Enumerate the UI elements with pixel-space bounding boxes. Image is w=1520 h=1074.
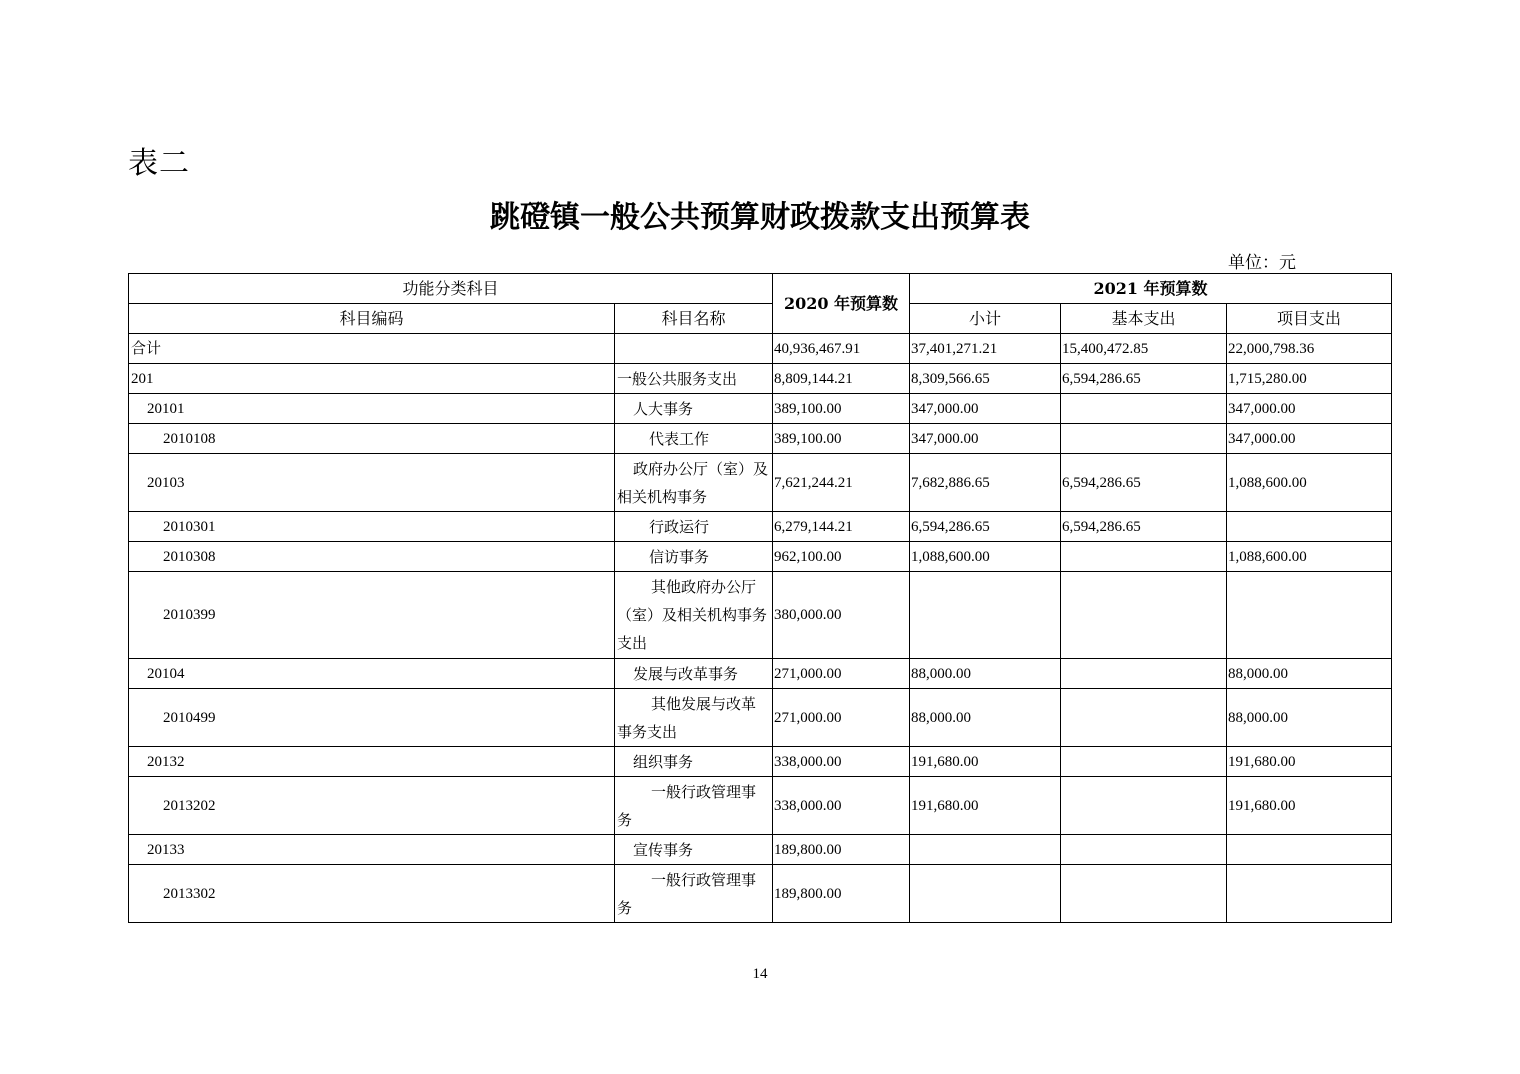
cell-subtotal: 88,000.00 xyxy=(910,659,1061,689)
cell-code: 20101 xyxy=(129,394,615,424)
cell-basic xyxy=(1061,777,1227,835)
cell-code: 20133 xyxy=(129,835,615,865)
header-function-classification: 功能分类科目 xyxy=(129,274,773,304)
page-title: 跳磴镇一般公共预算财政拨款支出预算表 xyxy=(490,200,1030,235)
cell-name: 其他发展与改革事务支出 xyxy=(615,689,773,747)
table-row xyxy=(129,394,1392,424)
cell-project: 347,000.00 xyxy=(1227,424,1392,454)
cell-basic: 6,594,286.65 xyxy=(1061,454,1227,512)
cell-code: 2010301 xyxy=(129,512,615,542)
table-row xyxy=(129,454,1392,512)
cell-name: 行政运行 xyxy=(615,512,773,542)
cell-budget-2020: 6,279,144.21 xyxy=(773,512,910,542)
cell-budget-2020: 271,000.00 xyxy=(773,689,910,747)
cell-project xyxy=(1227,835,1392,865)
cell-name: 发展与改革事务 xyxy=(615,659,773,689)
cell-code: 2010308 xyxy=(129,542,615,572)
cell-budget-2020: 389,100.00 xyxy=(773,424,910,454)
cell-project xyxy=(1227,865,1392,923)
cell-project: 191,680.00 xyxy=(1227,747,1392,777)
cell-basic xyxy=(1061,542,1227,572)
cell-basic xyxy=(1061,394,1227,424)
cell-subtotal: 8,309,566.65 xyxy=(910,364,1061,394)
cell-name: 一般公共服务支出 xyxy=(615,364,773,394)
cell-budget-2020: 8,809,144.21 xyxy=(773,364,910,394)
cell-subtotal: 191,680.00 xyxy=(910,777,1061,835)
header-budget-2020: 2020 年预算数 xyxy=(773,274,910,334)
cell-code: 2013202 xyxy=(129,777,615,835)
cell-name: 其他政府办公厅（室）及相关机构事务支出 xyxy=(615,572,773,659)
table-label: 表二 xyxy=(128,146,190,181)
cell-project: 1,088,600.00 xyxy=(1227,454,1392,512)
cell-budget-2020: 7,621,244.21 xyxy=(773,454,910,512)
cell-subtotal xyxy=(910,835,1061,865)
cell-budget-2020: 271,000.00 xyxy=(773,659,910,689)
table-row xyxy=(129,542,1392,572)
cell-code: 20103 xyxy=(129,454,615,512)
cell-project: 191,680.00 xyxy=(1227,777,1392,835)
cell-basic xyxy=(1061,424,1227,454)
cell-name: 一般行政管理事务 xyxy=(615,777,773,835)
table-row xyxy=(129,835,1392,865)
cell-subtotal xyxy=(910,572,1061,659)
table-row xyxy=(129,572,1392,659)
cell-subtotal: 1,088,600.00 xyxy=(910,542,1061,572)
header-basic: 基本支出 xyxy=(1061,304,1227,334)
cell-project: 347,000.00 xyxy=(1227,394,1392,424)
cell-basic xyxy=(1061,865,1227,923)
table-row xyxy=(129,689,1392,747)
cell-subtotal: 347,000.00 xyxy=(910,424,1061,454)
cell-code: 2010399 xyxy=(129,572,615,659)
cell-basic: 6,594,286.65 xyxy=(1061,364,1227,394)
cell-name: 信访事务 xyxy=(615,542,773,572)
table-row xyxy=(129,747,1392,777)
cell-code: 2010108 xyxy=(129,424,615,454)
cell-code: 201 xyxy=(129,364,615,394)
cell-basic: 15,400,472.85 xyxy=(1061,334,1227,364)
cell-project xyxy=(1227,512,1392,542)
cell-project: 88,000.00 xyxy=(1227,659,1392,689)
budget-table xyxy=(128,273,1392,923)
cell-budget-2020: 962,100.00 xyxy=(773,542,910,572)
cell-name: 政府办公厅（室）及相关机构事务 xyxy=(615,454,773,512)
cell-name: 一般行政管理事务 xyxy=(615,865,773,923)
cell-code: 合计 xyxy=(129,334,615,364)
cell-basic xyxy=(1061,747,1227,777)
table-row xyxy=(129,777,1392,835)
cell-subtotal: 6,594,286.65 xyxy=(910,512,1061,542)
cell-code: 20104 xyxy=(129,659,615,689)
header-name: 科目名称 xyxy=(615,304,773,334)
cell-basic xyxy=(1061,689,1227,747)
cell-project: 88,000.00 xyxy=(1227,689,1392,747)
cell-project: 1,088,600.00 xyxy=(1227,542,1392,572)
cell-budget-2020: 189,800.00 xyxy=(773,835,910,865)
cell-basic xyxy=(1061,835,1227,865)
cell-budget-2020: 389,100.00 xyxy=(773,394,910,424)
cell-budget-2020: 189,800.00 xyxy=(773,865,910,923)
header-project: 项目支出 xyxy=(1227,304,1392,334)
header-subtotal: 小计 xyxy=(910,304,1061,334)
cell-budget-2020: 338,000.00 xyxy=(773,777,910,835)
cell-subtotal xyxy=(910,865,1061,923)
cell-subtotal: 347,000.00 xyxy=(910,394,1061,424)
cell-basic xyxy=(1061,659,1227,689)
cell-name: 代表工作 xyxy=(615,424,773,454)
unit-label: 单位：元 xyxy=(1228,253,1296,273)
table-row xyxy=(129,364,1392,394)
cell-budget-2020: 380,000.00 xyxy=(773,572,910,659)
cell-budget-2020: 40,936,467.91 xyxy=(773,334,910,364)
cell-subtotal: 7,682,886.65 xyxy=(910,454,1061,512)
table-row xyxy=(129,659,1392,689)
cell-name: 人大事务 xyxy=(615,394,773,424)
cell-code: 2010499 xyxy=(129,689,615,747)
page-number: 14 xyxy=(752,966,768,982)
table-row xyxy=(129,865,1392,923)
table-row xyxy=(129,424,1392,454)
cell-basic: 6,594,286.65 xyxy=(1061,512,1227,542)
header-code: 科目编码 xyxy=(129,304,615,334)
cell-project: 22,000,798.36 xyxy=(1227,334,1392,364)
cell-budget-2020: 338,000.00 xyxy=(773,747,910,777)
cell-project: 1,715,280.00 xyxy=(1227,364,1392,394)
table-row xyxy=(129,512,1392,542)
cell-name: 宣传事务 xyxy=(615,835,773,865)
cell-subtotal: 37,401,271.21 xyxy=(910,334,1061,364)
cell-name: 组织事务 xyxy=(615,747,773,777)
cell-subtotal: 191,680.00 xyxy=(910,747,1061,777)
cell-basic xyxy=(1061,572,1227,659)
cell-subtotal: 88,000.00 xyxy=(910,689,1061,747)
cell-name xyxy=(615,334,773,364)
cell-project xyxy=(1227,572,1392,659)
cell-code: 2013302 xyxy=(129,865,615,923)
cell-code: 20132 xyxy=(129,747,615,777)
table-row xyxy=(129,334,1392,364)
header-budget-2021: 2021 年预算数 xyxy=(910,274,1392,304)
